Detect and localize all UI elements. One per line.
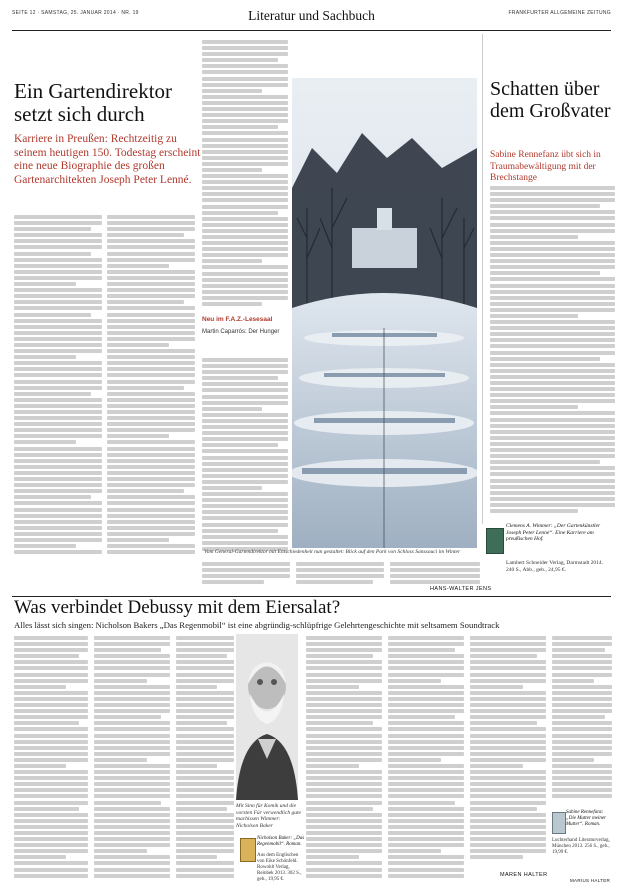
article-1-column-5 [296, 562, 384, 585]
sidebar-column-2 [552, 636, 612, 806]
article-2-column-5 [388, 636, 464, 884]
book-cover-regenmobil [240, 838, 256, 862]
lesesaal-box-item[interactable]: Martin Caparrós: Der Hunger [202, 329, 280, 335]
header-issue-info: SEITE 12 · SAMSTAG, 25. JANUAR 2014 · NR. 19 [12, 10, 139, 16]
article-2-author: MAREN HALTER [500, 872, 548, 878]
article-2-deck: Alles lässt sich singen: Nicholson Bakers „Das Regenmobil“ ist eine abgründig-schlüpfrige Gelehrtengeschichte mit seltsamem Soundtrack [14, 620, 500, 630]
article-1-headline: Ein Gartendirektor setzt sich durch [14, 79, 173, 126]
sanssouci-winter-photo [292, 78, 477, 548]
publisher-mutter: Luchterhand Literaturverlag, München 2013. 256 S., geb., 19,99 €. [552, 838, 610, 855]
lesesaal-box-title: Neu im F.A.Z.-Lesesaal [202, 316, 273, 323]
article-1-column-3-bottom [202, 358, 288, 558]
article-1-author: HANS-WALTER JENS [430, 586, 492, 592]
sidebar-headline: Schatten über dem Großvater [490, 78, 611, 122]
section-title: Literatur und Sachbuch [248, 8, 375, 23]
publisher-regenmobil: Aus dem Englischen von Eike Schönfeld. Rowohlt Verlag, Reinbek 2013. 302 S., geb., 19,95 €. [257, 853, 302, 882]
book-cover-lenne [486, 528, 504, 554]
sidebar-column-1 [490, 186, 615, 521]
book-info-regenmobil: Nicholson Baker: „Das Regenmobil“. Roman. [257, 836, 305, 847]
article-1-column-6 [390, 562, 480, 585]
nicholson-baker-portrait [236, 634, 298, 800]
book-info-mutter: Sabine Rennefanz: „Die Mutter meiner Mutter“. Roman. [566, 810, 606, 827]
article-2-column-6 [470, 636, 546, 870]
header-rule [12, 30, 611, 31]
article-1-deck: Karriere in Preußen: Rechtzeitig zu seinem heutigen 150. Todestag erscheint eine neue Biographie des großen Gartenarchitekten Joseph Peter Lenné. [14, 133, 201, 186]
publisher-lenne: Lambert Schneider Verlag, Darmstadt 2014. 240 S., Abb., geb., 24,95 €. [506, 560, 604, 573]
article-1-column-2 [107, 215, 195, 560]
author-portrait-illustration [236, 634, 298, 800]
book-info-lenne: Clemens A. Wimmer: „Der Gartenkünstler Joseph Peter Lenné“. Eine Karriere am preußischen Hof. [506, 523, 601, 542]
article-2-column-3 [176, 636, 234, 884]
book-cover-mutter [552, 812, 566, 834]
sidebar-divider [482, 34, 483, 524]
article-1-column-4 [202, 562, 290, 585]
article-1-column-3-top [202, 40, 288, 312]
article-2-column-2 [94, 636, 170, 884]
sidebar-deck: Sabine Rennefanz übt sich in Traumabewältigung mit der Brechstange [490, 150, 601, 183]
sanssouci-winter-illustration [292, 78, 477, 548]
article-1-column-1 [14, 215, 102, 560]
article-2-column-4 [306, 636, 382, 884]
portrait-caption: Mit Sinn für Komik und die vorsten Für verwendlich gute machissen Wimmer: Nicholson Baker [236, 803, 301, 829]
sidebar-author: MARIUS HALTER [570, 878, 611, 883]
header-newspaper-name: FRANKFURTER ALLGEMEINE ZEITUNG [508, 10, 611, 16]
article-2-column-1 [14, 636, 88, 884]
article-2-headline: Was verbindet Debussy mit dem Eiersalat? [14, 597, 341, 618]
photo-caption: Vom General-Gartendirektor mit Entschiedenheit nun gestaltet: Blick auf den Park von Schloss Sanssouci im Winter [204, 549, 461, 555]
